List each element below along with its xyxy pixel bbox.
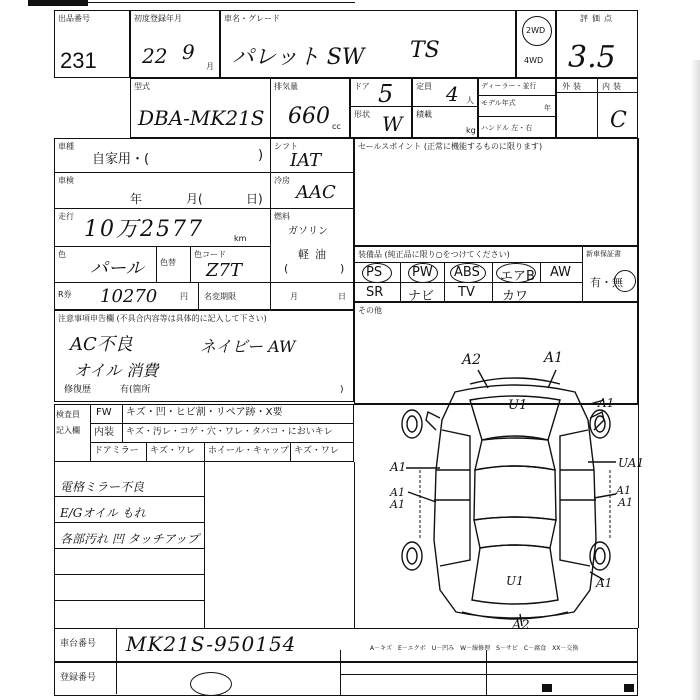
check-wheel-items: キズ・ワレ xyxy=(294,446,339,456)
notes-line1: AC不良 xyxy=(70,334,133,355)
mark-hood: U1 xyxy=(508,398,528,413)
mark-left-door-2: A1 xyxy=(390,486,405,499)
shape-value: W xyxy=(382,112,403,136)
eq-ps: PS xyxy=(366,265,383,280)
reg-row-line xyxy=(340,674,638,675)
mileage-unit: km xyxy=(234,234,247,243)
color-change-label: 色替 xyxy=(160,258,176,267)
eq-abs: ABS xyxy=(454,265,480,280)
score-value: 3.5 xyxy=(568,40,616,75)
check-fw: FW xyxy=(96,407,112,418)
first-reg-label: 初度登録年月 xyxy=(134,14,182,23)
type-value: DBA-MK21S xyxy=(138,106,265,130)
wheel-front-left xyxy=(402,410,422,438)
model-grade-label: 車名・グレード xyxy=(224,14,280,23)
check-mirror: ドアミラー xyxy=(94,446,139,456)
capacity-value: 4 xyxy=(446,82,459,106)
recycle-label: R券 xyxy=(58,290,72,299)
load-label: 積載 xyxy=(416,110,432,119)
mark-left-door-1: A1 xyxy=(390,460,407,474)
shift-value: IAT xyxy=(290,150,322,171)
mark-fr-right: A1 xyxy=(598,396,615,410)
lot-label: 出品番号 xyxy=(58,14,90,23)
mark-right-door-1: UA1 xyxy=(618,456,645,470)
interior-label: 内装 xyxy=(602,82,624,91)
eq-leather: カワ xyxy=(502,289,529,304)
mark-right-door-2: A1 xyxy=(616,484,631,497)
usage-label: 車種 xyxy=(58,142,74,151)
usage-paren-close: ) xyxy=(258,148,264,163)
notes-line1b: ネイビー AW xyxy=(200,337,296,356)
wheel-rear-right xyxy=(590,542,610,570)
check-wheel: ホイール・キャップ xyxy=(208,446,289,456)
mark-trunk: U1 xyxy=(506,574,524,588)
usage-value: 自家用・( xyxy=(92,152,150,167)
warranty-label: 新車保証書 xyxy=(586,250,621,258)
disp-value: 660 xyxy=(288,104,330,129)
fuel-paren-open: ( xyxy=(284,262,289,275)
fuel-diesel: 軽油 xyxy=(298,248,332,261)
check-interior-items: キズ・汚レ・コゲ・穴・ワレ・タバコ・においキレ xyxy=(126,427,333,437)
eq-tv: TV xyxy=(458,285,475,300)
exterior-label: 外装 xyxy=(562,82,584,91)
eq-pw: PW xyxy=(412,265,433,280)
vin-label: 車台番号 xyxy=(60,639,97,649)
mark-front-left: A2 xyxy=(462,352,482,368)
car-windshield xyxy=(475,436,555,470)
handle-label: ハンドル 左・右 xyxy=(481,124,533,132)
reg-mark-1 xyxy=(542,684,552,692)
model-name: パレット SW xyxy=(232,45,365,70)
inspection-year: 年 xyxy=(130,192,143,206)
type-label: 型式 xyxy=(134,82,150,91)
eq-airbag: エアB xyxy=(500,269,535,284)
mileage-value: 10万2577 xyxy=(84,217,204,242)
eq-sr: SR xyxy=(366,285,384,300)
others-label: その他 xyxy=(358,306,382,315)
sales-point-label: セールスポイント (正常に機能するものに限ります) xyxy=(358,142,543,151)
recycle-value: 10270 xyxy=(100,286,158,307)
first-reg-month-unit: 月 xyxy=(206,62,214,71)
expiry-day: 日 xyxy=(338,292,346,301)
mark-left-door-3: A1 xyxy=(390,498,405,511)
expiry-label: 名変期限 xyxy=(204,292,236,301)
disp-label: 排気量 xyxy=(274,82,298,91)
model-year-label: モデル年式 xyxy=(481,99,516,107)
eq-aw: AW xyxy=(550,265,572,280)
first-reg-month: 9 xyxy=(182,40,195,64)
notes-label: 注意事項申告欄 (不具合内容等は具体的に記入して下さい) xyxy=(58,314,267,323)
drive-4wd: 4WD xyxy=(524,56,544,65)
shift-label: シフト xyxy=(274,142,298,151)
mark-rear-right: A1 xyxy=(596,576,613,590)
fuel-gasoline: ガソリン xyxy=(288,226,328,237)
drive-2wd: 2WD xyxy=(526,26,546,35)
expiry-month: 月 xyxy=(290,292,298,301)
reg-col-1 xyxy=(340,650,341,696)
capacity-label: 定員 xyxy=(416,82,432,91)
repair-value: 有(箇所 xyxy=(120,385,151,395)
reg-mark-2 xyxy=(624,684,634,692)
disp-unit: cc xyxy=(332,122,341,131)
recycle-unit: 円 xyxy=(180,292,188,301)
lot-number: 231 xyxy=(60,48,97,73)
car-rear-glass xyxy=(474,517,556,548)
grade-name: TS xyxy=(410,38,440,63)
door-label: ドア xyxy=(354,82,370,91)
insp-note-3: 各部汚れ 凹 タッチアップ xyxy=(60,532,199,546)
reg-label: 登録番号 xyxy=(60,673,97,683)
eq-navi: ナビ xyxy=(408,289,435,304)
inspection-month: 月( xyxy=(186,192,203,206)
fuel-label: 燃料 xyxy=(274,212,290,221)
interior-value: C xyxy=(610,108,627,133)
score-label: 評価点 xyxy=(580,14,616,23)
first-reg-year: 22 xyxy=(142,44,168,68)
warranty-value: 有・無 xyxy=(590,276,623,289)
repair-close: ) xyxy=(340,385,344,395)
ac-value: AAC xyxy=(296,182,336,203)
color-label: 色 xyxy=(58,250,66,259)
check-fw-items: キズ・凹・ヒビ割・リペア跡・X要 xyxy=(126,407,283,418)
check-mirror-items: キズ・ワレ xyxy=(150,446,195,456)
damage-legend: A－キズ E－エクボ U－凹み W－線修理 S－サビ C－腐食 XX－交換 xyxy=(370,645,579,652)
shape-label: 形状 xyxy=(354,110,370,119)
mileage-label: 走行 xyxy=(58,212,74,221)
mark-front-right: A1 xyxy=(544,350,564,366)
scan-edge xyxy=(690,60,700,700)
door-value: 5 xyxy=(378,80,394,108)
inspection-label: 車検 xyxy=(58,176,74,185)
checklist-label-bottom: 記入欄 xyxy=(56,426,80,435)
mark-rear-bumper: A2 xyxy=(512,618,530,633)
color-value: パール xyxy=(90,258,144,279)
model-year-unit: 年 xyxy=(544,104,551,112)
color-code-value: Z7T xyxy=(206,260,242,281)
reg-col-2 xyxy=(486,650,487,696)
repair-label: 修復歴 xyxy=(64,385,92,395)
dealer-label: ディーラー・並行 xyxy=(481,82,537,90)
equipment-label: 装備品 (純正品に限り○をつけてください) xyxy=(358,250,510,259)
mark-right-door-3: A1 xyxy=(618,496,633,509)
load-unit: kg xyxy=(466,126,476,135)
inspection-day: 日) xyxy=(246,192,263,206)
ac-label: 冷房 xyxy=(274,176,290,185)
capacity-unit: 人 xyxy=(466,96,474,105)
car-roof xyxy=(474,466,556,520)
fuel-paren-close: ) xyxy=(340,262,345,275)
insp-note-2: E/Gオイル もれ xyxy=(60,506,146,520)
color-code-label: 色コード xyxy=(194,250,226,259)
vin-value: MK21S-950154 xyxy=(126,632,297,656)
reg-stamp-circle xyxy=(190,672,232,696)
checklist-label-top: 検査員 xyxy=(56,410,80,419)
wheel-rear-left xyxy=(402,542,422,570)
insp-note-1: 電格ミラー不良 xyxy=(60,480,145,494)
notes-line2: オイル 消費 xyxy=(74,361,159,380)
check-interior: 内装 xyxy=(94,427,114,438)
